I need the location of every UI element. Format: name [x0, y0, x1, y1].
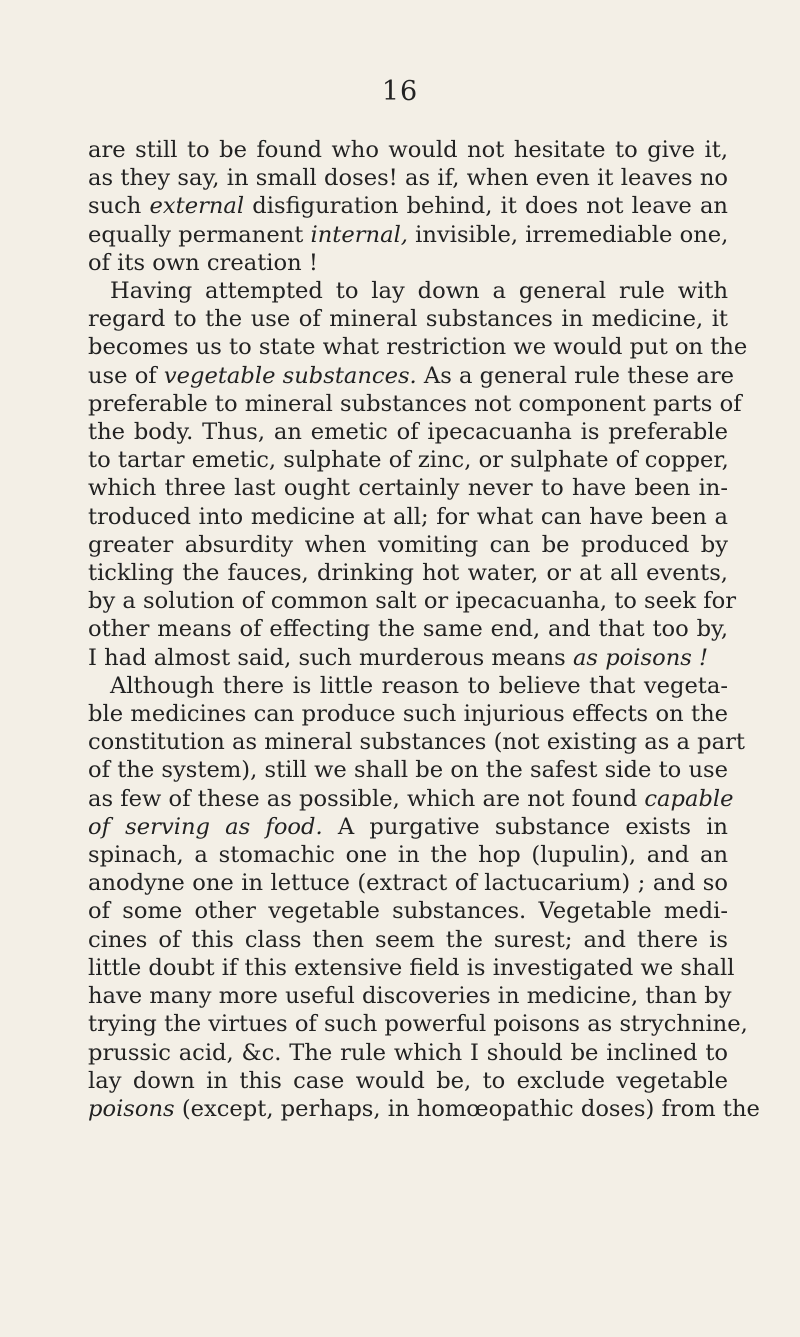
- text-run: use of: [88, 362, 164, 389]
- text-line: [88, 869, 728, 897]
- text-line: [88, 136, 728, 164]
- text-line: [88, 587, 737, 615]
- italic-run: internal,: [310, 221, 408, 248]
- page-number: 16: [381, 76, 419, 107]
- text-run: to tartar emetic, sulphate of zinc, or sulphate of copper,: [88, 447, 729, 474]
- text-line: [88, 700, 728, 728]
- text-run: cines of this class then seem the surest; and there is: [88, 926, 728, 953]
- text-line: [88, 756, 728, 784]
- text-run: such: [88, 193, 150, 220]
- text-run: constitution as mineral substances (not existing as a part: [88, 729, 745, 756]
- text-line: [88, 785, 734, 813]
- text-line: [88, 390, 742, 418]
- text-line: [88, 559, 728, 587]
- text-run: I had almost said, such murderous means: [88, 644, 573, 671]
- text-run: equally permanent: [88, 221, 311, 248]
- text-run: prussic acid, &c. The rule which I should be inclined to: [88, 1039, 728, 1066]
- text-line: [88, 813, 728, 841]
- text-run: have many more useful discoveries in medicine, than by: [88, 983, 732, 1010]
- text-run: (except, perhaps, in homœopathic doses) from the: [174, 1095, 760, 1122]
- italic-run: as poisons !: [572, 644, 709, 671]
- text-line: [88, 1039, 728, 1067]
- italic-run: capable: [644, 785, 734, 812]
- text-run: disfiguration behind, it does not leave an: [244, 193, 728, 220]
- text-run: of the system), still we shall be on the safest side to use: [88, 757, 728, 784]
- text-line: [88, 954, 735, 982]
- text-run: as they say, in small doses! as if, when even it leaves no: [88, 165, 728, 192]
- text-run: invisible, irremediable one,: [408, 221, 729, 248]
- text-run: little doubt if this extensive field is investigated we shall: [88, 954, 735, 981]
- text-run: becomes us to state what restriction we would put on the: [88, 334, 748, 361]
- text-run: lay down in this case would be, to exclude vegetable: [88, 1067, 728, 1094]
- text-line: [88, 221, 728, 249]
- text-line: [88, 926, 728, 954]
- text-run: A purgative substance exists in: [322, 813, 728, 840]
- text-run: greater absurdity when vomiting can be produced by: [88, 531, 728, 558]
- text-line: [88, 249, 728, 277]
- text-line: [88, 644, 728, 672]
- text-run: trying the virtues of such powerful poisons as strychnine,: [88, 1011, 748, 1038]
- text-run: of its own creation !: [88, 249, 318, 276]
- text-run: ble medicines can produce such injurious effects on the: [88, 701, 728, 728]
- text-line: [88, 474, 728, 502]
- text-run: of some other vegetable substances. Vegetable medi-: [88, 898, 728, 925]
- text-line: [88, 418, 728, 446]
- text-run: the body. Thus, an emetic of ipecacuanha is preferable: [88, 419, 728, 446]
- text-line: [88, 164, 728, 192]
- text-line: [88, 333, 748, 361]
- text-line: [88, 1010, 748, 1038]
- text-run: troduced into medicine at all; for what can have been a: [88, 503, 728, 530]
- text-line: [88, 897, 728, 925]
- text-line: [88, 503, 728, 531]
- text-line: [88, 728, 745, 756]
- body-text: [88, 136, 760, 1123]
- text-line: [88, 277, 728, 305]
- text-line: [88, 305, 728, 333]
- text-line: [88, 531, 728, 559]
- italic-run: vegetable substances.: [163, 362, 417, 389]
- text-run: other means of effecting the same end, and that too by,: [88, 616, 728, 643]
- text-run: anodyne one in lettuce (extract of lactucarium) ; and so: [88, 870, 728, 897]
- text-line: [88, 192, 728, 220]
- text-run: Having attempted to lay down a general rule with: [110, 278, 728, 305]
- text-run: as few of these as possible, which are not found: [88, 785, 645, 812]
- text-run: by a solution of common salt or ipecacuanha, to seek for: [88, 588, 737, 615]
- italic-run: poisons: [88, 1095, 175, 1122]
- text-line: [88, 446, 728, 474]
- text-run: Although there is little reason to believe that vegeta-: [110, 672, 728, 699]
- italic-run: of serving as food.: [88, 813, 323, 840]
- italic-run: external: [149, 193, 245, 220]
- text-line: [88, 982, 732, 1010]
- text-run: which three last ought certainly never to have been in-: [88, 475, 728, 502]
- text-run: preferable to mineral substances not component parts of: [88, 390, 742, 417]
- text-line: [88, 362, 735, 390]
- text-line: [88, 841, 728, 869]
- text-run: tickling the fauces, drinking hot water, or at all events,: [88, 560, 728, 587]
- text-run: regard to the use of mineral substances in medicine, it: [88, 306, 728, 333]
- text-line: [88, 1067, 728, 1095]
- text-line: [88, 672, 728, 700]
- text-run: are still to be found who would not hesitate to give it,: [88, 137, 728, 163]
- text-line: [88, 1095, 760, 1123]
- text-run: As a general rule these are: [416, 362, 735, 389]
- text-run: spinach, a stomachic one in the hop (lupulin), and an: [88, 842, 728, 869]
- text-line: [88, 615, 728, 643]
